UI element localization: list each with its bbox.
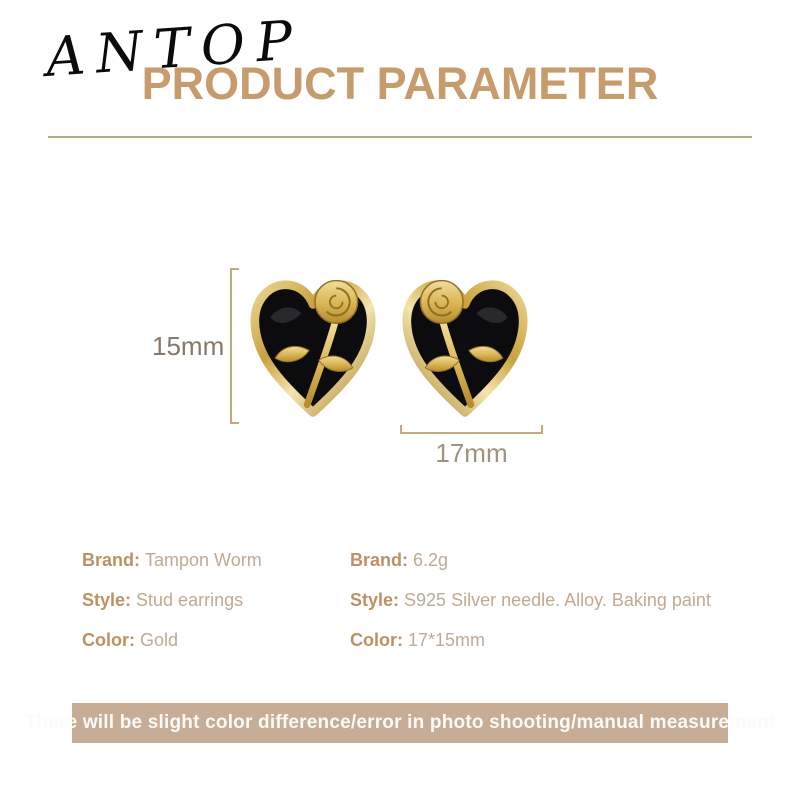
earring-right-image — [397, 267, 533, 427]
spec-row-color — [82, 631, 262, 649]
divider-line — [48, 136, 752, 138]
spec-label: Color: — [350, 630, 403, 650]
spec-value: 17*15mm — [408, 630, 486, 650]
rose-flower — [315, 281, 358, 324]
spec-value: Gold — [140, 630, 179, 650]
spec-label: Brand: — [350, 550, 408, 570]
page-title: PRODUCT PARAMETER — [141, 58, 659, 109]
spec-row-size — [350, 631, 711, 649]
disclaimer-banner — [24, 703, 776, 743]
spec-label: Color: — [82, 630, 135, 650]
spec-column-right — [350, 551, 711, 671]
spec-row-style — [82, 591, 262, 609]
width-bracket — [400, 425, 543, 434]
spec-label: Style: — [82, 590, 132, 610]
spec-label: Style: — [350, 590, 400, 610]
spec-row-brand — [82, 551, 262, 569]
disclaimer-text: There will be slight color difference/error in photo shooting/manual measurement — [24, 712, 776, 733]
spec-value: Stud earrings — [136, 590, 244, 610]
brand-logo: ANTOP — [43, 8, 306, 89]
spec-row-material — [350, 591, 711, 609]
spec-row-weight — [350, 551, 711, 569]
spec-value: S925 Silver needle. Alloy. Baking paint — [404, 590, 711, 610]
spec-label: Brand: — [82, 550, 140, 570]
height-dimension-label: 15mm — [152, 331, 225, 361]
rose-flower — [420, 281, 463, 324]
spec-column-left — [82, 551, 262, 671]
spec-value: 6.2g — [413, 550, 449, 570]
width-dimension-label: 17mm — [435, 438, 508, 468]
height-bracket — [230, 268, 239, 424]
earring-left-image — [245, 267, 381, 427]
spec-value: Tampon Worm — [145, 550, 262, 570]
